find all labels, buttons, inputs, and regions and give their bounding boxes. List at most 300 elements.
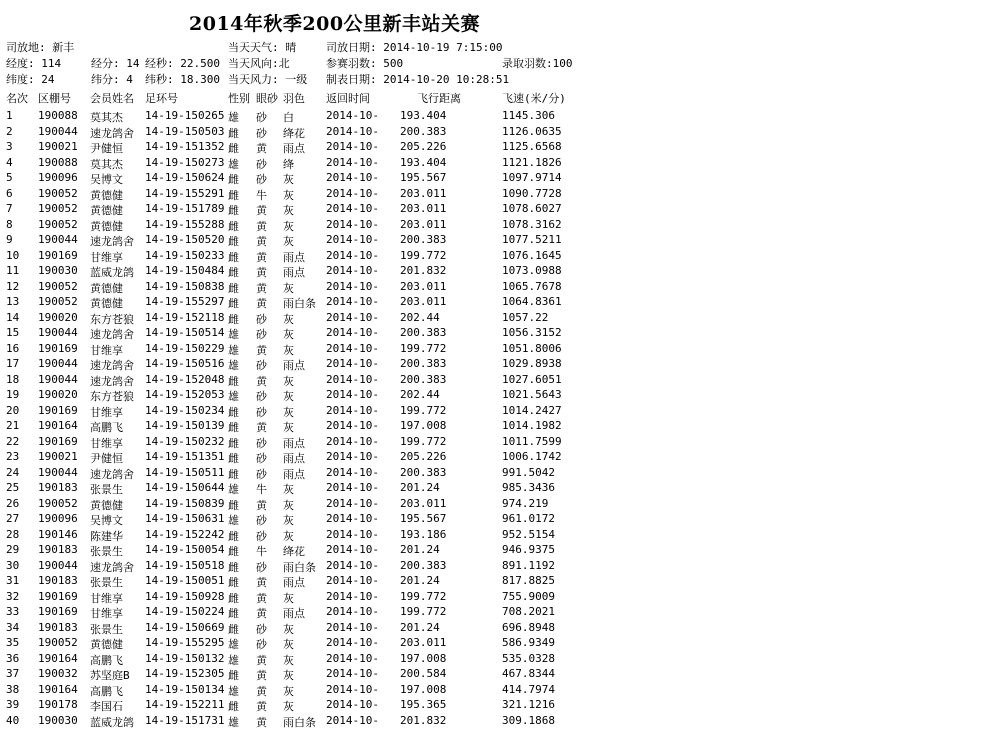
cell-rank: 33 <box>6 605 20 618</box>
cell-loft-id: 190044 <box>38 233 78 246</box>
cell-sex: 雌 <box>228 591 239 605</box>
cell-rank: 3 <box>6 140 13 153</box>
cell-flight-distance: 193.404 <box>400 109 447 122</box>
cell-speed: 991.5042 <box>502 465 555 479</box>
cell-loft-id: 190052 <box>38 295 78 308</box>
cell-speed: 1014.1982 <box>502 419 562 432</box>
cell-eye-sand: 砂 <box>256 436 267 450</box>
wind-direction: 当天风向:北 <box>228 57 290 70</box>
cell-eye-sand: 黄 <box>256 374 267 388</box>
cell-member-name: 高鹏飞 <box>90 653 123 667</box>
cell-speed: 952.5154 <box>502 527 555 541</box>
cell-flight-distance: 197.008 <box>400 682 447 696</box>
cell-ring-number: 14-19-152305 <box>145 667 225 680</box>
table-row <box>0 450 1000 466</box>
cell-flight-distance: 200.383 <box>400 465 447 479</box>
cell-sex: 雌 <box>228 560 239 574</box>
cell-rank: 11 <box>6 264 20 277</box>
header-member: 会员姓名 <box>90 92 134 105</box>
table-row <box>0 605 1000 621</box>
cell-eye-sand: 黄 <box>256 715 267 729</box>
cell-sex: 雌 <box>228 204 239 217</box>
cell-eye-sand: 砂 <box>256 405 267 419</box>
cell-sex: 雄 <box>228 514 239 527</box>
header-rank: 名次 <box>6 92 28 105</box>
cell-return-time: 2014-10- <box>326 248 379 262</box>
cell-loft-id: 190164 <box>38 419 78 432</box>
cell-flight-distance: 200.383 <box>400 233 447 246</box>
table-row <box>0 528 1000 544</box>
cell-loft-id: 190044 <box>38 558 78 572</box>
entries-count: 参赛羽数: 500 <box>326 57 404 70</box>
table-row <box>0 466 1000 482</box>
cell-feather-color: 灰 <box>283 638 294 651</box>
cell-feather-color: 灰 <box>283 483 294 496</box>
cell-feather-color: 灰 <box>283 235 294 248</box>
cell-ring-number: 14-19-151352 <box>145 140 225 153</box>
cell-speed: 891.1192 <box>502 558 555 572</box>
table-row <box>0 481 1000 497</box>
cell-rank: 36 <box>6 651 20 665</box>
cell-speed: 586.9349 <box>502 636 555 649</box>
table-row <box>0 249 1000 265</box>
cell-feather-color: 灰 <box>283 374 294 388</box>
cell-rank: 35 <box>6 636 20 649</box>
cell-feather-color: 灰 <box>283 219 294 233</box>
cell-flight-distance: 203.011 <box>400 186 447 200</box>
cell-return-time: 2014-10- <box>326 109 379 122</box>
cell-ring-number: 14-19-150516 <box>145 357 225 370</box>
cell-rank: 28 <box>6 527 20 541</box>
cell-speed: 708.2021 <box>502 605 555 618</box>
cell-speed: 1145.306 <box>502 109 555 122</box>
cell-flight-distance: 199.772 <box>400 589 447 603</box>
cell-sex: 雌 <box>228 266 239 279</box>
latitude-minutes: 纬分: 4 <box>91 73 133 86</box>
made-date: 制表日期: 2014-10-20 10:28:51 <box>326 73 510 86</box>
cell-rank: 18 <box>6 372 20 386</box>
cell-member-name: 张景生 <box>90 483 123 496</box>
cell-member-name: 甘维享 <box>90 607 123 620</box>
header-sex: 性别 <box>228 92 250 105</box>
accepted-count: 录取羽数:100 <box>502 57 573 70</box>
cell-feather-color: 灰 <box>283 514 294 527</box>
header-ring: 足环号 <box>145 92 178 105</box>
cell-member-name: 黄德健 <box>90 204 123 217</box>
cell-eye-sand: 砂 <box>256 157 267 171</box>
cell-return-time: 2014-10- <box>326 419 379 432</box>
cell-rank: 6 <box>6 186 13 200</box>
cell-rank: 8 <box>6 217 13 231</box>
cell-sex: 雌 <box>228 219 239 233</box>
cell-sex: 雄 <box>228 638 239 651</box>
cell-member-name: 尹健恒 <box>90 142 123 155</box>
cell-feather-color: 灰 <box>283 173 294 186</box>
cell-loft-id: 190030 <box>38 713 78 727</box>
cell-eye-sand: 黄 <box>256 607 267 620</box>
cell-feather-color: 灰 <box>283 591 294 605</box>
cell-loft-id: 190021 <box>38 450 78 463</box>
cell-sex: 雄 <box>228 157 239 171</box>
cell-member-name: 速龙鸽舍 <box>90 467 134 481</box>
cell-feather-color: 灰 <box>283 343 294 357</box>
cell-eye-sand: 砂 <box>256 622 267 636</box>
cell-ring-number: 14-19-150232 <box>145 434 225 448</box>
cell-speed: 414.7974 <box>502 682 555 696</box>
cell-ring-number: 14-19-150229 <box>145 341 225 355</box>
cell-flight-distance: 199.772 <box>400 605 447 618</box>
table-row <box>0 497 1000 513</box>
cell-speed: 1078.6027 <box>502 202 562 215</box>
cell-feather-color: 灰 <box>283 312 294 326</box>
header-eye: 眼砂 <box>256 92 278 105</box>
release-site: 司放地: 新丰 <box>6 41 75 54</box>
cell-loft-id: 190096 <box>38 171 78 184</box>
cell-feather-color: 灰 <box>283 390 294 403</box>
cell-member-name: 速龙鸽舍 <box>90 560 134 574</box>
cell-sex: 雄 <box>228 359 239 372</box>
cell-feather-color: 灰 <box>283 653 294 667</box>
cell-return-time: 2014-10- <box>326 295 379 308</box>
cell-member-name: 黄德健 <box>90 219 123 233</box>
cell-ring-number: 14-19-150518 <box>145 558 225 572</box>
cell-speed: 535.0328 <box>502 651 555 665</box>
cell-member-name: 蓝威龙鸽 <box>90 266 134 279</box>
cell-return-time: 2014-10- <box>326 264 379 277</box>
cell-feather-color: 雨点 <box>283 467 305 481</box>
cell-speed: 1064.8361 <box>502 295 562 308</box>
cell-return-time: 2014-10- <box>326 124 379 138</box>
cell-sex: 雌 <box>228 421 239 434</box>
cell-sex: 雄 <box>228 684 239 698</box>
cell-ring-number: 14-19-150503 <box>145 124 225 138</box>
cell-ring-number: 14-19-150631 <box>145 512 225 525</box>
cell-loft-id: 190183 <box>38 543 78 556</box>
table-row <box>0 295 1000 311</box>
cell-eye-sand: 黄 <box>256 219 267 233</box>
cell-return-time: 2014-10- <box>326 589 379 603</box>
cell-eye-sand: 黄 <box>256 498 267 512</box>
cell-flight-distance: 201.24 <box>400 574 440 587</box>
cell-feather-color: 雨点 <box>283 142 305 155</box>
cell-return-time: 2014-10- <box>326 388 379 401</box>
cell-sex: 雌 <box>228 467 239 481</box>
cell-feather-color: 灰 <box>283 204 294 217</box>
cell-rank: 30 <box>6 558 20 572</box>
cell-member-name: 甘维享 <box>90 436 123 450</box>
cell-feather-color: 绛花 <box>283 545 305 558</box>
cell-loft-id: 190096 <box>38 512 78 525</box>
cell-loft-id: 190044 <box>38 465 78 479</box>
cell-eye-sand: 砂 <box>256 173 267 186</box>
cell-sex: 雌 <box>228 436 239 450</box>
cell-eye-sand: 砂 <box>256 312 267 326</box>
cell-rank: 2 <box>6 124 13 138</box>
cell-loft-id: 190183 <box>38 620 78 634</box>
cell-rank: 4 <box>6 155 13 169</box>
cell-member-name: 速龙鸽舍 <box>90 235 134 248</box>
cell-return-time: 2014-10- <box>326 434 379 448</box>
cell-ring-number: 14-19-150139 <box>145 419 225 432</box>
cell-flight-distance: 199.772 <box>400 341 447 355</box>
cell-loft-id: 190020 <box>38 388 78 401</box>
cell-eye-sand: 黄 <box>256 591 267 605</box>
cell-rank: 26 <box>6 496 20 510</box>
cell-speed: 1029.8938 <box>502 357 562 370</box>
cell-loft-id: 190052 <box>38 279 78 293</box>
cell-member-name: 蓝威龙鸽 <box>90 715 134 729</box>
cell-flight-distance: 195.365 <box>400 698 447 711</box>
cell-eye-sand: 砂 <box>256 560 267 574</box>
cell-eye-sand: 砂 <box>256 328 267 341</box>
table-row <box>0 109 1000 125</box>
cell-member-name: 黄德健 <box>90 188 123 202</box>
cell-rank: 31 <box>6 574 20 587</box>
cell-eye-sand: 牛 <box>256 188 267 202</box>
cell-member-name: 黄德健 <box>90 281 123 295</box>
cell-loft-id: 190044 <box>38 372 78 386</box>
cell-return-time: 2014-10- <box>326 636 379 649</box>
cell-loft-id: 190052 <box>38 496 78 510</box>
cell-return-time: 2014-10- <box>326 186 379 200</box>
table-row <box>0 404 1000 420</box>
cell-eye-sand: 砂 <box>256 359 267 372</box>
cell-return-time: 2014-10- <box>326 450 379 463</box>
release-date: 司放日期: 2014-10-19 7:15:00 <box>326 41 503 54</box>
cell-feather-color: 雨点 <box>283 359 305 372</box>
cell-loft-id: 190088 <box>38 155 78 169</box>
cell-sex: 雌 <box>228 576 239 589</box>
cell-speed: 1076.1645 <box>502 248 562 262</box>
cell-sex: 雄 <box>228 328 239 341</box>
cell-loft-id: 190169 <box>38 341 78 355</box>
cell-ring-number: 14-19-150839 <box>145 496 225 510</box>
cell-feather-color: 雨点 <box>283 607 305 620</box>
cell-member-name: 甘维享 <box>90 591 123 605</box>
cell-ring-number: 14-19-155297 <box>145 295 225 308</box>
cell-member-name: 吴博文 <box>90 173 123 186</box>
cell-return-time: 2014-10- <box>326 310 379 324</box>
cell-rank: 27 <box>6 512 20 525</box>
cell-member-name: 苏坚庭B <box>90 669 130 682</box>
cell-member-name: 东方苍狼 <box>90 312 134 326</box>
cell-return-time: 2014-10- <box>326 496 379 510</box>
cell-rank: 23 <box>6 450 20 463</box>
cell-loft-id: 190044 <box>38 124 78 138</box>
cell-loft-id: 190169 <box>38 248 78 262</box>
table-row <box>0 683 1000 699</box>
cell-flight-distance: 202.44 <box>400 388 440 401</box>
cell-flight-distance: 200.383 <box>400 124 447 138</box>
cell-speed: 467.8344 <box>502 667 555 680</box>
table-row <box>0 590 1000 606</box>
cell-speed: 1006.1742 <box>502 450 562 463</box>
cell-sex: 雌 <box>228 250 239 264</box>
cell-sex: 雄 <box>228 483 239 496</box>
cell-sex: 雌 <box>228 545 239 558</box>
cell-sex: 雌 <box>228 142 239 155</box>
cell-eye-sand: 牛 <box>256 545 267 558</box>
cell-return-time: 2014-10- <box>326 481 379 494</box>
cell-eye-sand: 黄 <box>256 266 267 279</box>
cell-rank: 19 <box>6 388 20 401</box>
cell-rank: 14 <box>6 310 20 324</box>
cell-rank: 21 <box>6 419 20 432</box>
wind-force: 当天风力: 一级 <box>228 73 308 86</box>
cell-ring-number: 14-19-150233 <box>145 248 225 262</box>
cell-feather-color: 雨白条 <box>283 297 316 310</box>
cell-flight-distance: 199.772 <box>400 248 447 262</box>
cell-eye-sand: 砂 <box>256 390 267 403</box>
cell-sex: 雌 <box>228 235 239 248</box>
cell-flight-distance: 205.226 <box>400 450 447 463</box>
cell-flight-distance: 202.44 <box>400 310 440 324</box>
cell-return-time: 2014-10- <box>326 465 379 479</box>
cell-feather-color: 灰 <box>283 669 294 682</box>
cell-loft-id: 190178 <box>38 698 78 711</box>
cell-member-name: 甘维享 <box>90 250 123 264</box>
cell-flight-distance: 201.24 <box>400 543 440 556</box>
cell-eye-sand: 砂 <box>256 111 267 124</box>
cell-sex: 雌 <box>228 126 239 140</box>
cell-sex: 雌 <box>228 529 239 543</box>
cell-return-time: 2014-10- <box>326 605 379 618</box>
cell-sex: 雄 <box>228 715 239 729</box>
cell-rank: 34 <box>6 620 20 634</box>
cell-rank: 15 <box>6 326 20 339</box>
table-row <box>0 264 1000 280</box>
cell-loft-id: 190164 <box>38 651 78 665</box>
cell-flight-distance: 201.24 <box>400 620 440 634</box>
table-row <box>0 388 1000 404</box>
cell-flight-distance: 199.772 <box>400 403 447 417</box>
cell-rank: 37 <box>6 667 20 680</box>
cell-speed: 961.0172 <box>502 512 555 525</box>
cell-flight-distance: 203.011 <box>400 636 447 649</box>
cell-sex: 雌 <box>228 297 239 310</box>
cell-rank: 25 <box>6 481 20 494</box>
cell-ring-number: 14-19-152053 <box>145 388 225 401</box>
cell-speed: 1014.2427 <box>502 403 562 417</box>
cell-feather-color: 灰 <box>283 421 294 434</box>
cell-eye-sand: 砂 <box>256 514 267 527</box>
cell-loft-id: 190169 <box>38 434 78 448</box>
cell-member-name: 张景生 <box>90 622 123 636</box>
cell-rank: 7 <box>6 202 13 215</box>
cell-loft-id: 190088 <box>38 109 78 122</box>
cell-speed: 985.3436 <box>502 481 555 494</box>
cell-sex: 雌 <box>228 374 239 388</box>
cell-sex: 雄 <box>228 111 239 124</box>
header-return: 返回时间 <box>326 92 370 105</box>
cell-return-time: 2014-10- <box>326 341 379 355</box>
table-row <box>0 311 1000 327</box>
cell-ring-number: 14-19-155295 <box>145 636 225 649</box>
cell-rank: 29 <box>6 543 20 556</box>
table-row <box>0 140 1000 156</box>
table-row <box>0 435 1000 451</box>
table-row <box>0 512 1000 528</box>
cell-loft-id: 190020 <box>38 310 78 324</box>
cell-ring-number: 14-19-150514 <box>145 326 225 339</box>
cell-member-name: 高鹏飞 <box>90 684 123 698</box>
cell-rank: 40 <box>6 713 20 727</box>
latitude-seconds: 纬秒: 18.300 <box>145 73 220 86</box>
cell-flight-distance: 201.24 <box>400 481 440 494</box>
cell-eye-sand: 牛 <box>256 483 267 496</box>
page-title: 2014年秋季200公里新丰站关赛 <box>189 13 481 35</box>
cell-feather-color: 雨点 <box>283 266 305 279</box>
cell-flight-distance: 200.383 <box>400 357 447 370</box>
table-row <box>0 543 1000 559</box>
cell-eye-sand: 砂 <box>256 452 267 465</box>
cell-loft-id: 190169 <box>38 403 78 417</box>
cell-loft-id: 190044 <box>38 357 78 370</box>
cell-ring-number: 14-19-152048 <box>145 372 225 386</box>
table-row <box>0 156 1000 172</box>
latitude: 纬度: 24 <box>6 73 55 86</box>
cell-return-time: 2014-10- <box>326 217 379 231</box>
cell-loft-id: 190183 <box>38 481 78 494</box>
cell-loft-id: 190032 <box>38 667 78 680</box>
header-speed: 飞速(米/分) <box>502 92 566 105</box>
cell-eye-sand: 黄 <box>256 421 267 434</box>
cell-return-time: 2014-10- <box>326 140 379 153</box>
cell-member-name: 速龙鸽舍 <box>90 359 134 372</box>
cell-speed: 1077.5211 <box>502 233 562 246</box>
cell-ring-number: 14-19-151731 <box>145 713 225 727</box>
cell-loft-id: 190052 <box>38 186 78 200</box>
cell-flight-distance: 203.011 <box>400 279 447 293</box>
cell-sex: 雌 <box>228 281 239 295</box>
cell-flight-distance: 200.584 <box>400 667 447 680</box>
cell-speed: 1011.7599 <box>502 434 562 448</box>
cell-sex: 雌 <box>228 622 239 636</box>
table-row <box>0 171 1000 187</box>
cell-flight-distance: 197.008 <box>400 419 447 432</box>
table-row <box>0 698 1000 714</box>
cell-member-name: 张景生 <box>90 545 123 558</box>
cell-ring-number: 14-19-150928 <box>145 589 225 603</box>
cell-sex: 雌 <box>228 188 239 202</box>
cell-rank: 38 <box>6 682 20 696</box>
cell-eye-sand: 黄 <box>256 235 267 248</box>
cell-member-name: 莫其杰 <box>90 111 123 124</box>
cell-loft-id: 190044 <box>38 326 78 339</box>
cell-rank: 20 <box>6 403 20 417</box>
cell-rank: 17 <box>6 357 20 370</box>
cell-speed: 1121.1826 <box>502 155 562 169</box>
table-row <box>0 125 1000 141</box>
cell-loft-id: 190052 <box>38 636 78 649</box>
cell-return-time: 2014-10- <box>326 512 379 525</box>
cell-member-name: 甘维享 <box>90 405 123 419</box>
cell-eye-sand: 黄 <box>256 653 267 667</box>
cell-member-name: 速龙鸽舍 <box>90 374 134 388</box>
cell-speed: 1126.0635 <box>502 124 562 138</box>
cell-eye-sand: 砂 <box>256 638 267 651</box>
cell-ring-number: 14-19-150511 <box>145 465 225 479</box>
table-row <box>0 652 1000 668</box>
cell-member-name: 甘维享 <box>90 343 123 357</box>
cell-flight-distance: 193.404 <box>400 155 447 169</box>
cell-member-name: 吴博文 <box>90 514 123 527</box>
cell-feather-color: 雨点 <box>283 436 305 450</box>
cell-eye-sand: 砂 <box>256 529 267 543</box>
cell-eye-sand: 黄 <box>256 343 267 357</box>
cell-member-name: 速龙鸽舍 <box>90 328 134 341</box>
cell-eye-sand: 黄 <box>256 281 267 295</box>
